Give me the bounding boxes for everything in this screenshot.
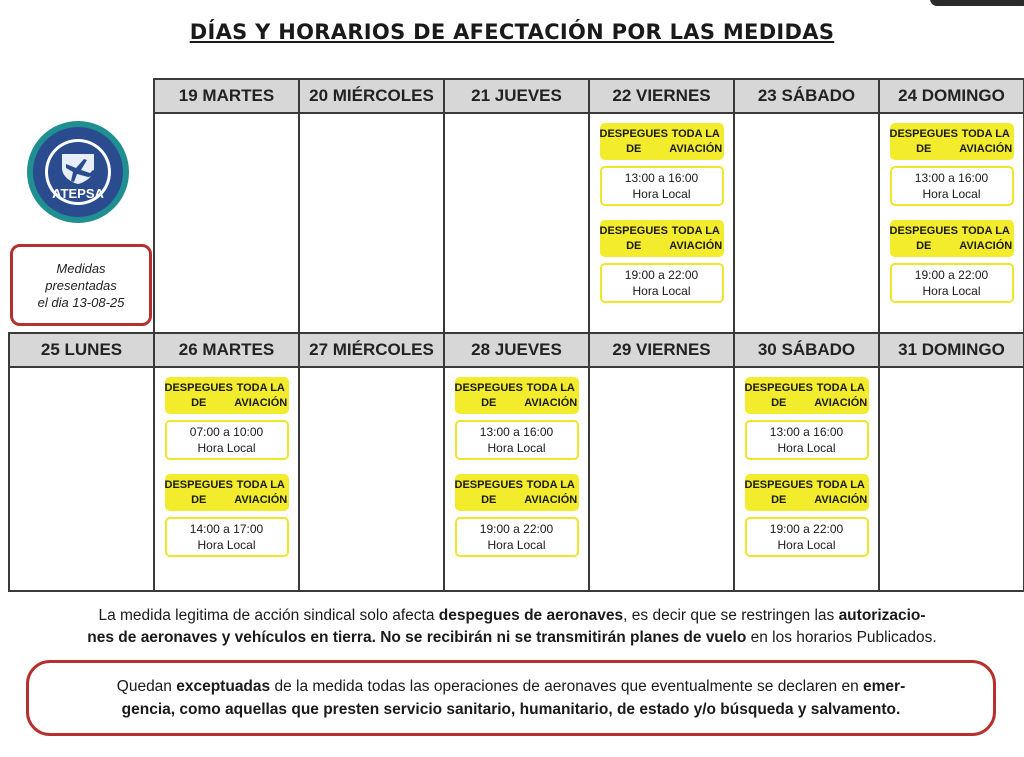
exception-box bbox=[26, 660, 996, 736]
time-range-box bbox=[455, 420, 579, 460]
departure-label-box: DESPEGUES DE TODA LA AVIACIÓN bbox=[745, 474, 869, 511]
departure-label-box: DESPEGUES DE TODA LA AVIACIÓN bbox=[165, 377, 289, 414]
day-header-26: 26 MARTES bbox=[154, 333, 299, 367]
time-range: 14:00 a 17:00 bbox=[189, 522, 264, 536]
time-range: 13:00 a 16:00 bbox=[624, 171, 699, 185]
note-text-1: La medida legitima de acción sindical solo afecta bbox=[98, 607, 439, 624]
day-cell-23 bbox=[734, 113, 879, 333]
week1-header-row bbox=[9, 79, 1024, 113]
note-bold-1: despegues de aeronaves bbox=[438, 607, 624, 624]
day-header-30: 30 SÁBADO bbox=[734, 333, 879, 367]
time-range: 07:00 a 10:00 bbox=[189, 425, 264, 439]
atepsa-logo bbox=[26, 120, 130, 224]
local-time-label: Hora Local bbox=[197, 538, 256, 552]
local-time-label: Hora Local bbox=[632, 187, 691, 201]
time-range-box bbox=[600, 263, 724, 303]
slot-gap bbox=[735, 460, 878, 474]
day-header-20: 20 MIÉRCOLES bbox=[299, 79, 444, 113]
note-bold-2a: autorizacio- bbox=[838, 607, 926, 624]
time-range-box bbox=[165, 420, 289, 460]
day-cell-31 bbox=[879, 367, 1024, 591]
medidas-line3: el dia 13-08-25 bbox=[37, 294, 125, 310]
time-range-box bbox=[600, 166, 724, 206]
blank-header-cell bbox=[9, 79, 154, 113]
time-range-box bbox=[165, 517, 289, 557]
day-header-25: 25 LUNES bbox=[9, 333, 154, 367]
local-time-label: Hora Local bbox=[922, 187, 981, 201]
day-cell-22 bbox=[589, 113, 734, 333]
time-range: 13:00 a 16:00 bbox=[914, 171, 989, 185]
day-cell-19 bbox=[154, 113, 299, 333]
time-range: 19:00 a 22:00 bbox=[769, 522, 844, 536]
restriction-note bbox=[0, 605, 1024, 649]
day-cell-20 bbox=[299, 113, 444, 333]
departure-label-box: DESPEGUES DE TODA LA AVIACIÓN bbox=[455, 474, 579, 511]
note-text-3: en los horarios Publicados. bbox=[746, 629, 937, 646]
day-header-21: 21 JUEVES bbox=[444, 79, 589, 113]
note-bold-2b: nes de aeronaves y vehículos en tierra. No se recibirán ni se transmitirán planes de vuelo bbox=[87, 629, 747, 646]
warning-bold-2a: emer- bbox=[863, 678, 906, 695]
local-time-label: Hora Local bbox=[777, 441, 836, 455]
day-cell-24 bbox=[879, 113, 1024, 333]
departure-label-box: DESPEGUES DE TODA LA AVIACIÓN bbox=[165, 474, 289, 511]
local-time-label: Hora Local bbox=[487, 441, 546, 455]
week2-body-row bbox=[9, 367, 1024, 591]
departure-label-box: DESPEGUES DE TODA LA AVIACIÓN bbox=[890, 220, 1014, 257]
day-header-22: 22 VIERNES bbox=[589, 79, 734, 113]
time-range-box bbox=[455, 517, 579, 557]
departure-label-box: DESPEGUES DE TODA LA AVIACIÓN bbox=[600, 220, 724, 257]
medidas-line1: Medidas bbox=[56, 260, 106, 276]
day-header-31: 31 DOMINGO bbox=[879, 333, 1024, 367]
day-header-28: 28 JUEVES bbox=[444, 333, 589, 367]
time-range: 19:00 a 22:00 bbox=[479, 522, 554, 536]
time-range: 13:00 a 16:00 bbox=[769, 425, 844, 439]
day-header-27: 27 MIÉRCOLES bbox=[299, 333, 444, 367]
local-time-label: Hora Local bbox=[922, 284, 981, 298]
note-text-2: , es decir que se restringen las bbox=[623, 607, 839, 624]
day-cell-21 bbox=[444, 113, 589, 333]
day-cell-30 bbox=[734, 367, 879, 591]
logo-text: ATEPSA bbox=[52, 186, 104, 201]
time-range: 13:00 a 16:00 bbox=[479, 425, 554, 439]
exception-line-2 bbox=[29, 698, 993, 721]
exception-line-1 bbox=[29, 675, 993, 698]
departure-label-box: DESPEGUES DE TODA LA AVIACIÓN bbox=[600, 123, 724, 160]
time-range-box bbox=[745, 517, 869, 557]
slot-gap bbox=[880, 206, 1023, 220]
warning-bold-2b: gencia, como aquellas que presten servicio sanitario, humanitario, de estado y/o búsqueda y salvamento. bbox=[121, 701, 901, 718]
schedule-table bbox=[8, 78, 1024, 592]
slot-gap bbox=[445, 460, 588, 474]
slot-gap bbox=[590, 206, 733, 220]
local-time-label: Hora Local bbox=[632, 284, 691, 298]
top-corner-shape bbox=[930, 0, 1024, 6]
warning-text-1: Quedan bbox=[116, 678, 177, 695]
time-range: 19:00 a 22:00 bbox=[914, 268, 989, 282]
day-header-29: 29 VIERNES bbox=[589, 333, 734, 367]
medidas-line2: presentadas bbox=[45, 277, 117, 293]
day-cell-25 bbox=[9, 367, 154, 591]
time-range-box bbox=[890, 263, 1014, 303]
warning-text-2: de la medida todas las operaciones de aeronaves que eventualmente se declaren en bbox=[270, 678, 864, 695]
local-time-label: Hora Local bbox=[197, 441, 256, 455]
week1-body-row bbox=[9, 113, 1024, 333]
departure-label-box: DESPEGUES DE TODA LA AVIACIÓN bbox=[745, 377, 869, 414]
day-cell-28 bbox=[444, 367, 589, 591]
day-cell-29 bbox=[589, 367, 734, 591]
page-title: DÍAS Y HORARIOS DE AFECTACIÓN POR LAS MEDIDAS bbox=[189, 20, 835, 44]
day-header-23: 23 SÁBADO bbox=[734, 79, 879, 113]
departure-label-box: DESPEGUES DE TODA LA AVIACIÓN bbox=[890, 123, 1014, 160]
warning-bold-1: exceptuadas bbox=[176, 678, 271, 695]
slot-gap bbox=[155, 460, 298, 474]
medidas-note bbox=[10, 244, 152, 326]
day-cell-26 bbox=[154, 367, 299, 591]
day-cell-27 bbox=[299, 367, 444, 591]
week2-header-row bbox=[9, 333, 1024, 367]
time-range: 19:00 a 22:00 bbox=[624, 268, 699, 282]
departure-label-box: DESPEGUES DE TODA LA AVIACIÓN bbox=[455, 377, 579, 414]
local-time-label: Hora Local bbox=[777, 538, 836, 552]
day-header-24: 24 DOMINGO bbox=[879, 79, 1024, 113]
time-range-box bbox=[890, 166, 1014, 206]
local-time-label: Hora Local bbox=[487, 538, 546, 552]
day-header-19: 19 MARTES bbox=[154, 79, 299, 113]
time-range-box bbox=[745, 420, 869, 460]
